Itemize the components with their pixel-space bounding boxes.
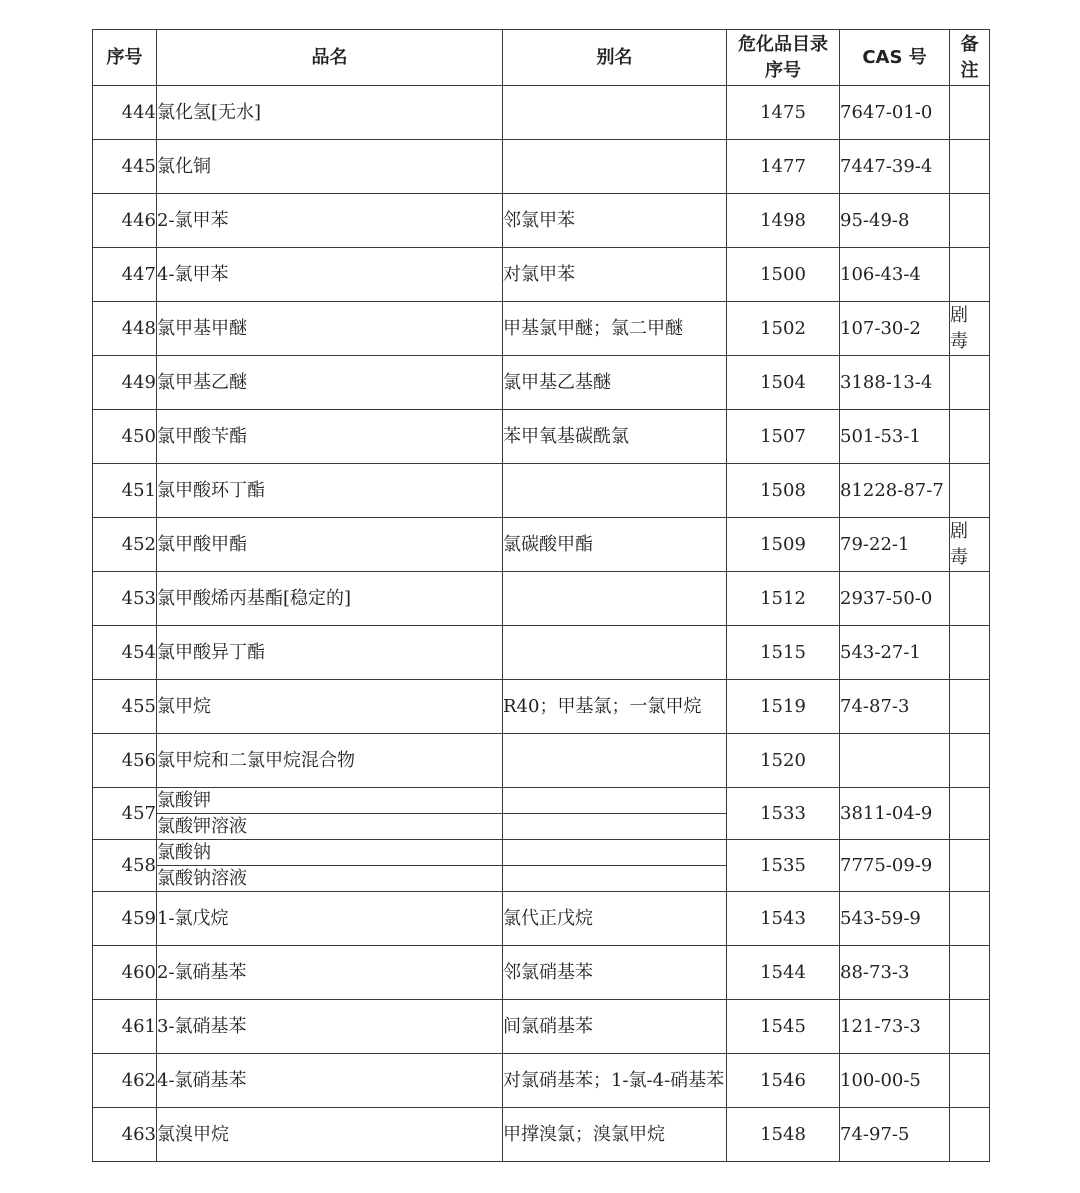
cell-cas: 3811-04-9	[840, 788, 950, 840]
table-row	[93, 572, 990, 626]
cell-name: 氯甲基乙醚	[157, 356, 503, 410]
cell-cas: 88-73-3	[840, 946, 950, 1000]
cell-name: 氯酸钠	[157, 840, 503, 866]
table-row	[93, 840, 990, 866]
cell-seq: 459	[93, 892, 157, 946]
note-line2: 毒	[950, 330, 968, 352]
cell-seq: 460	[93, 946, 157, 1000]
cell-alias: 氯碳酸甲酯	[503, 518, 727, 572]
cell-alias: 氯甲基乙基醚	[503, 356, 727, 410]
cell-name: 1-氯戊烷	[157, 892, 503, 946]
table-row	[93, 946, 990, 1000]
cell-name: 氯甲酸环丁酯	[157, 464, 503, 518]
header-alias: 别名	[503, 30, 727, 86]
cell-seq: 453	[93, 572, 157, 626]
table-row	[93, 680, 990, 734]
header-note-line1: 备	[960, 33, 979, 55]
cell-seq: 458	[93, 840, 157, 892]
cell-name: 氯甲酸烯丙基酯[稳定的]	[157, 572, 503, 626]
cell-seq: 449	[93, 356, 157, 410]
cell-catalog-no: 1508	[727, 464, 840, 518]
header-seq: 序号	[93, 30, 157, 86]
cell-seq: 445	[93, 140, 157, 194]
cell-cas	[840, 734, 950, 788]
cell-name: 氯甲酸苄酯	[157, 410, 503, 464]
cell-name: 4-氯甲苯	[157, 248, 503, 302]
cell-catalog-no: 1512	[727, 572, 840, 626]
cell-seq: 450	[93, 410, 157, 464]
cell-alias	[503, 814, 727, 840]
cell-note	[950, 840, 990, 892]
cell-cas: 3188-13-4	[840, 356, 950, 410]
cell-seq: 462	[93, 1054, 157, 1108]
header-note-line2: 注	[960, 59, 979, 81]
table-row	[93, 194, 990, 248]
cell-catalog-no: 1546	[727, 1054, 840, 1108]
cell-cas: 100-00-5	[840, 1054, 950, 1108]
cell-catalog-no: 1502	[727, 302, 840, 356]
cell-alias	[503, 734, 727, 788]
cell-name: 氯化铜	[157, 140, 503, 194]
cell-seq: 444	[93, 86, 157, 140]
table-row	[93, 248, 990, 302]
header-row	[93, 30, 990, 86]
cell-note	[950, 946, 990, 1000]
cell-note	[950, 626, 990, 680]
cell-cas: 543-27-1	[840, 626, 950, 680]
cell-note	[950, 194, 990, 248]
cell-alias: 邻氯甲苯	[503, 194, 727, 248]
cell-name: 氯甲基甲醚	[157, 302, 503, 356]
cell-seq: 456	[93, 734, 157, 788]
table-row	[93, 626, 990, 680]
cell-seq: 454	[93, 626, 157, 680]
cell-name: 氯甲烷和二氯甲烷混合物	[157, 734, 503, 788]
header-catalog-no	[727, 30, 840, 86]
cell-note	[950, 788, 990, 840]
header-catalog-no-line1: 危化品目录	[738, 33, 828, 55]
cell-name: 氯酸钾	[157, 788, 503, 814]
cell-catalog-no: 1515	[727, 626, 840, 680]
cell-alias: 邻氯硝基苯	[503, 946, 727, 1000]
table-row	[93, 734, 990, 788]
cell-name: 2-氯硝基苯	[157, 946, 503, 1000]
cell-cas: 106-43-4	[840, 248, 950, 302]
table-row	[93, 302, 990, 356]
cell-catalog-no: 1475	[727, 86, 840, 140]
hazardous-chemicals-table	[92, 29, 990, 1162]
cell-name: 氯甲烷	[157, 680, 503, 734]
cell-note	[950, 1108, 990, 1162]
cell-name: 4-氯硝基苯	[157, 1054, 503, 1108]
cell-alias: 甲基氯甲醚；氯二甲醚	[503, 302, 727, 356]
cell-cas: 7775-09-9	[840, 840, 950, 892]
cell-name: 2-氯甲苯	[157, 194, 503, 248]
cell-alias	[503, 86, 727, 140]
cell-name: 氯甲酸甲酯	[157, 518, 503, 572]
cell-name: 氯酸钾溶液	[157, 814, 503, 840]
cell-cas: 74-87-3	[840, 680, 950, 734]
cell-alias	[503, 626, 727, 680]
cell-cas: 501-53-1	[840, 410, 950, 464]
header-name: 品名	[157, 30, 503, 86]
cell-note	[950, 464, 990, 518]
cell-name: 氯甲酸异丁酯	[157, 626, 503, 680]
cell-alias	[503, 140, 727, 194]
cell-cas: 74-97-5	[840, 1108, 950, 1162]
cell-catalog-no: 1545	[727, 1000, 840, 1054]
cell-note	[950, 892, 990, 946]
cell-seq: 452	[93, 518, 157, 572]
cell-seq: 448	[93, 302, 157, 356]
table-row	[93, 86, 990, 140]
note-line1: 剧	[950, 520, 968, 542]
table-row	[93, 1108, 990, 1162]
cell-cas: 7647-01-0	[840, 86, 950, 140]
cell-seq: 447	[93, 248, 157, 302]
cell-catalog-no: 1543	[727, 892, 840, 946]
cell-note	[950, 680, 990, 734]
note-line2: 毒	[950, 546, 968, 568]
cell-seq: 446	[93, 194, 157, 248]
cell-catalog-no: 1548	[727, 1108, 840, 1162]
cell-cas: 95-49-8	[840, 194, 950, 248]
cell-seq: 455	[93, 680, 157, 734]
cell-catalog-no: 1507	[727, 410, 840, 464]
cell-cas: 2937-50-0	[840, 572, 950, 626]
header-cas: CAS 号	[840, 30, 950, 86]
cell-alias	[503, 788, 727, 814]
table-row	[93, 518, 990, 572]
cell-note	[950, 356, 990, 410]
cell-catalog-no: 1509	[727, 518, 840, 572]
cell-note	[950, 572, 990, 626]
cell-note	[950, 302, 990, 356]
cell-alias	[503, 840, 727, 866]
cell-cas: 79-22-1	[840, 518, 950, 572]
cell-catalog-no: 1500	[727, 248, 840, 302]
cell-catalog-no: 1519	[727, 680, 840, 734]
table-row	[93, 140, 990, 194]
cell-cas: 121-73-3	[840, 1000, 950, 1054]
cell-catalog-no: 1498	[727, 194, 840, 248]
cell-alias: 甲撑溴氯；溴氯甲烷	[503, 1108, 727, 1162]
cell-alias: 对氯硝基苯；1-氯-4-硝基苯	[503, 1054, 727, 1108]
table-row	[93, 788, 990, 814]
cell-catalog-no: 1535	[727, 840, 840, 892]
cell-note	[950, 140, 990, 194]
header-note	[950, 30, 990, 86]
cell-cas: 107-30-2	[840, 302, 950, 356]
table-row	[93, 356, 990, 410]
cell-seq: 457	[93, 788, 157, 840]
cell-cas: 7447-39-4	[840, 140, 950, 194]
cell-cas: 543-59-9	[840, 892, 950, 946]
note-line1: 剧	[950, 304, 968, 326]
cell-catalog-no: 1533	[727, 788, 840, 840]
cell-alias: 对氯甲苯	[503, 248, 727, 302]
cell-catalog-no: 1520	[727, 734, 840, 788]
cell-note	[950, 1000, 990, 1054]
cell-alias: 间氯硝基苯	[503, 1000, 727, 1054]
table-row	[93, 1000, 990, 1054]
cell-note	[950, 410, 990, 464]
cell-note	[950, 248, 990, 302]
table-row	[93, 464, 990, 518]
cell-name: 氯化氢[无水]	[157, 86, 503, 140]
cell-alias	[503, 464, 727, 518]
cell-alias: R40；甲基氯；一氯甲烷	[503, 680, 727, 734]
cell-note	[950, 86, 990, 140]
cell-name: 氯酸钠溶液	[157, 866, 503, 892]
cell-catalog-no: 1544	[727, 946, 840, 1000]
cell-catalog-no: 1477	[727, 140, 840, 194]
cell-seq: 461	[93, 1000, 157, 1054]
table-row	[93, 410, 990, 464]
table-row	[93, 892, 990, 946]
cell-alias	[503, 866, 727, 892]
cell-note	[950, 518, 990, 572]
cell-note	[950, 1054, 990, 1108]
cell-alias	[503, 572, 727, 626]
cell-seq: 451	[93, 464, 157, 518]
table-row	[93, 1054, 990, 1108]
cell-alias: 苯甲氧基碳酰氯	[503, 410, 727, 464]
cell-catalog-no: 1504	[727, 356, 840, 410]
cell-seq: 463	[93, 1108, 157, 1162]
header-catalog-no-line2: 序号	[765, 59, 801, 81]
cell-cas: 81228-87-7	[840, 464, 950, 518]
cell-note	[950, 734, 990, 788]
cell-name: 氯溴甲烷	[157, 1108, 503, 1162]
cell-name: 3-氯硝基苯	[157, 1000, 503, 1054]
cell-alias: 氯代正戊烷	[503, 892, 727, 946]
